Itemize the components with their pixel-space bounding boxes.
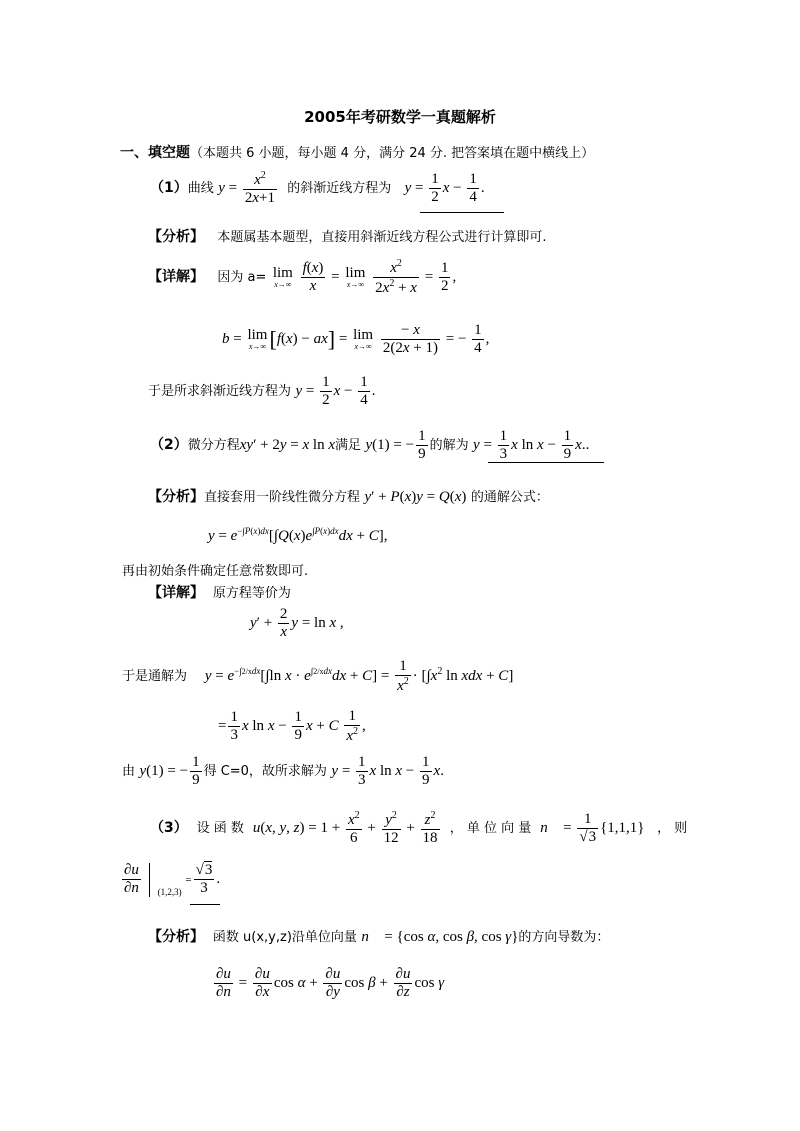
q2-equation: xy′ + 2y = x ln x [239,437,335,454]
q3-fenxi [148,926,609,946]
section-note: （本题共 6 小题，每小题 4 分，满分 24 分. 把答案填在题中横线上） [190,146,595,161]
page-title: 2005年考研数学一真题解析 [304,108,496,126]
q3-number: （3） [150,820,188,837]
q3-fenxi-label: 【分析】 [148,929,204,945]
q2-final [122,754,444,790]
q1-curve-formula: y = $\frac{x^2}{2x+1}$ [218,170,275,207]
q2-fenxi [148,486,549,506]
q1-fenxi-text: 本题属基本题型，直接用斜渐近线方程公式进行计算即可. [217,230,547,245]
q2-equiv: 原方程等价为 [212,586,291,601]
q3-fenxi-text: 函数 u(x,y,z)沿单位向量 [212,930,357,945]
q2-answer: y = $\frac{1}{3}$ x ln x − $\frac{1}{9}$ x.. [473,428,590,463]
q2-initial-condition: y(1) = − $\frac{1}{9}$ [365,428,426,463]
q3-function: u(x, y, z) = 1 + $\frac{x^2}{6}$ + $\frac{y^2}{12}$ + $\frac{z^2}{18}$ [252,810,438,847]
q1-conclusion [148,374,376,410]
q3-then: ， 则 [657,821,688,837]
q1-fenxi-label: 【分析】 [148,229,204,245]
q2-xiangjie [148,582,291,602]
q1-statement [150,170,485,208]
q1-number: （1） [150,180,188,197]
q1-a-formula: lim x→∞ $\frac{f(x)}{x}$ = lim x→∞ $\frac{x^2}{2x^2 + x}$ = $\frac{1}{2}$ , [272,258,457,297]
q1-conclusion-formula: y = $\frac{1}{2}$ x − $\frac{1}{4}$ . [295,374,376,409]
q2-fenxi-tail: 的通解公式： [470,490,549,505]
q1-fenxi [148,226,547,246]
q3-statement [150,810,687,848]
q3-direction-vector: n⃗ = {cos α, cos β, cos γ} [361,929,519,945]
q2-number: （2） [150,437,188,454]
section-header [120,142,594,162]
q3-unit-vector: n⃗ = $\frac{1}{√3}$ {1,1,1} [540,811,649,846]
q2-linear-ode: y′ + P(x)y = Q(x) [364,489,467,505]
q2-fenxi-label: 【分析】 [148,489,204,505]
q2-fenxi-text: 直接套用一阶线性微分方程 [204,490,361,505]
q2-general: 于是通解为 [122,669,188,685]
q1-prefix: 曲线 [187,181,214,197]
q2-general-formula: $y = e^{-\int P(x)dx}[\int Q(x)e^{\int P(x)dx}dx + C]$, [208,526,388,544]
q1-because: 因为 a= [217,270,267,286]
q2-answer-underline [488,462,604,463]
q2-by: 由 [122,764,136,780]
q2-final-solution: y = $\frac{1}{3}$ x ln x − $\frac{1}{9}$ x. [331,754,444,789]
q3-fenxi-tail: 的方向导数为： [518,930,610,945]
q2-final-condition: y(1) = − $\frac{1}{9}$ [139,754,200,789]
section-label: 一、填空题 [120,145,190,161]
q3-directional-derivative: $\frac{\partial u}{\partial n}$ = $\frac{\partial u}{\partial x}$ cos α + $\frac{\partial u}{\partial y}$ cos β + $\frac{\partial u}{\partial z}$ cos γ [216,966,445,1001]
q1-answer-underline [420,212,504,213]
q1-xiangjie-label: 【详解】 [148,269,204,286]
q1-mid: 的斜渐近线方程为 [287,181,392,197]
q2-satisfy: 满足 [335,438,362,454]
q3-answer-underline [190,904,220,905]
q2-get: 得 C=0，故所求解为 [203,764,327,780]
q3-answer: $\frac{\partial u}{\partial n}$ $_{(1,2,3)}$ = $\frac{√3}{3}$ . [124,862,221,898]
q2-statement [150,428,589,464]
q2-general-result: = $\frac{1}{3}$ x ln x − $\frac{1}{9}$ x + C $\frac{1}{x^2}$ , [218,708,366,745]
q2-general-solution: $y = e^{-\int 2/xdx}[\int\ln$ $x \cdot e^{\int 2/xdx}dx + C$] = $\frac{1}{x^2}$ · [$\int x^2$ ln xdx + C] [204,658,514,695]
q2-after: 再由初始条件确定任意常数即可. [122,564,309,579]
q2-prefix: 微分方程 [187,438,240,454]
q2-xiangjie-label: 【详解】 [148,585,204,601]
q3-prefix: 设 函 数 [196,821,244,837]
q2-general-line [122,658,513,696]
q1-conclusion-text: 于是所求斜渐近线方程为 [148,384,292,400]
q1-answer: y = $\frac{1}{2}$ x − $\frac{1}{4}$ . [404,171,485,206]
q2-equiv-formula: y′ + $\frac{2}{x}$ y = ln x , [250,606,344,641]
q3-unit: ， 单 位 向 量 [449,821,532,837]
q1-xiangjie-a [148,258,456,298]
q2-sol-of: 的解为 [429,438,469,454]
q1-b-formula: b = lim x→∞ [f(x) − ax] = lim x→∞ $\frac{- x}{2(2x + 1)}$ = − $\frac{1}{4}$ , [222,322,490,357]
